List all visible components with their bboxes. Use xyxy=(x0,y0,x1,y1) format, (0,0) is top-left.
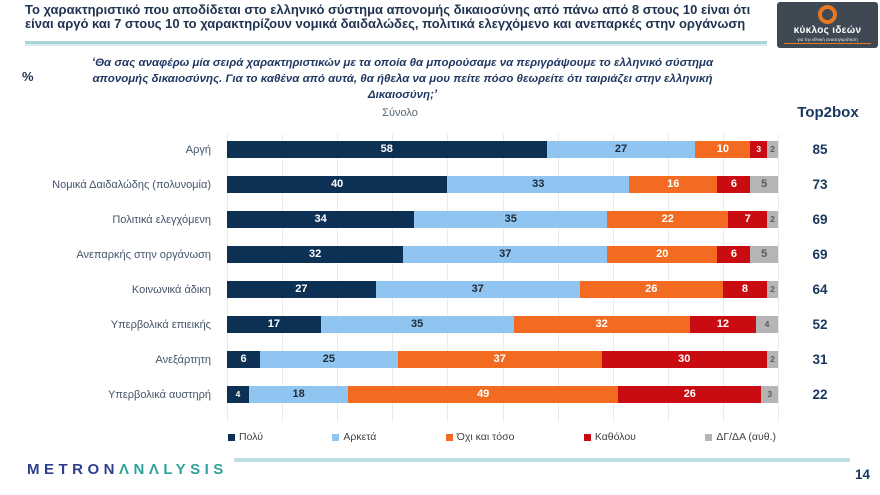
legend-item xyxy=(228,431,263,443)
category-label: Αργή xyxy=(185,143,211,156)
bar-segment-2 xyxy=(547,141,696,158)
chart-row xyxy=(0,202,880,237)
circle-ring-icon xyxy=(818,5,837,24)
top2box-value: 64 xyxy=(812,282,828,297)
category-label: Υπερβολικά επιεικής xyxy=(110,318,211,331)
segment-value: 4 xyxy=(235,389,241,399)
segment-value: 25 xyxy=(322,353,336,365)
top2box-value: 22 xyxy=(812,387,828,402)
category-label: Ανεπαρκής στην οργάνωση xyxy=(76,248,211,261)
legend-item xyxy=(584,431,636,443)
stacked-bar xyxy=(227,281,778,298)
chart-row xyxy=(0,167,880,202)
bar-segment-1 xyxy=(227,281,376,298)
segment-value: 35 xyxy=(504,213,517,225)
segment-value: 2 xyxy=(770,354,775,364)
segment-value: 5 xyxy=(761,248,768,260)
segment-value: 6 xyxy=(240,353,247,365)
segment-value: 26 xyxy=(645,283,658,295)
bar-segment-5 xyxy=(761,386,778,403)
bar-segment-3 xyxy=(629,176,717,193)
survey-question-text: ‘Θα σας αναφέρω μία σειρά χαρακτηριστικών με τα οποία θα μπορούσαμε να περιγράψουμε το ελληνικό σύστημα απονομής δικαιοσύνης. Για το καθένα από αυτά, θα ήθελα να μου πείτε πόσο θεωρείτε ότι ταιριάζει στην ελληνική Δικαιοσύνη;’ xyxy=(91,57,714,101)
bar-segment-2 xyxy=(403,246,607,263)
category-label: Κοινωνικά άδικη xyxy=(131,283,211,296)
segment-value: 37 xyxy=(499,248,512,260)
segment-value: 16 xyxy=(667,178,680,190)
kyklos-logo-tagline: για την εθνική ανασυγκρότηση xyxy=(784,37,871,44)
segment-value: 32 xyxy=(309,248,322,260)
bar-segment-2 xyxy=(414,211,607,228)
column-header-total: Σύνολο xyxy=(382,107,418,119)
category-label: Νομικά Δαιδαλώδης (πολυνομία) xyxy=(52,178,211,191)
segment-value: 35 xyxy=(410,318,424,330)
segment-value: 8 xyxy=(741,283,748,295)
top2box-value: 31 xyxy=(812,352,828,367)
metron-logo-primary: METRON xyxy=(27,461,119,478)
bar-segment-4 xyxy=(690,316,756,333)
stacked-bar xyxy=(227,351,778,368)
footer-accent-line xyxy=(234,458,850,462)
segment-value: 40 xyxy=(331,178,344,190)
top2box-header: Top2box xyxy=(797,104,859,121)
bar-segment-4 xyxy=(602,351,767,368)
bar-segment-5 xyxy=(756,316,778,333)
title-underline xyxy=(25,41,767,44)
chart-row xyxy=(0,307,880,342)
top2box-value: 85 xyxy=(812,142,828,157)
legend-label: ΔΓ/ΔΑ (αυθ.) xyxy=(716,431,776,443)
bar-segment-5 xyxy=(767,281,778,298)
bar-segment-1 xyxy=(227,386,249,403)
chart-row xyxy=(0,132,880,167)
bar-segment-1 xyxy=(227,141,547,158)
chart-legend xyxy=(228,431,776,443)
legend-swatch-icon xyxy=(584,434,591,441)
legend-item xyxy=(446,431,515,443)
legend-item xyxy=(705,431,776,443)
legend-label: Αρκετά xyxy=(343,431,377,443)
category-label: Πολιτικά ελεγχόμενη xyxy=(112,213,211,226)
bar-segment-2 xyxy=(447,176,629,193)
legend-swatch-icon xyxy=(228,434,235,441)
metron-analysis-logo xyxy=(27,461,228,478)
segment-value: 2 xyxy=(770,284,775,294)
segment-value: 58 xyxy=(380,143,393,155)
legend-swatch-icon xyxy=(332,434,339,441)
bar-segment-1 xyxy=(227,211,414,228)
chart-row xyxy=(0,377,880,412)
segment-value: 32 xyxy=(595,318,608,330)
segment-value: 7 xyxy=(744,213,751,225)
segment-value: 4 xyxy=(764,319,770,329)
bar-segment-2 xyxy=(249,386,348,403)
bar-segment-1 xyxy=(227,246,403,263)
percent-symbol: % xyxy=(22,69,34,84)
segment-value: 37 xyxy=(493,353,506,365)
bar-segment-1 xyxy=(227,176,447,193)
top2box-value: 69 xyxy=(812,212,828,227)
segment-value: 18 xyxy=(292,388,305,400)
bar-segment-3 xyxy=(607,246,717,263)
metron-logo-secondary: ΛNΛLYSIS xyxy=(119,461,228,478)
slide-title: Το χαρακτηριστικό που αποδίδεται στο ελληνικό σύστημα απονομής δικαιοσύνης από πάνω από 8 στους 10 είναι ότι είναι αργό και 7 στους 10 το χαρακτηρίζουν νομικά δαιδαλώδες, πολιτικά ελεγχόμενο και ανεπαρκές στην οργάνωση xyxy=(25,2,751,31)
bar-segment-4 xyxy=(618,386,761,403)
bar-segment-5 xyxy=(767,141,778,158)
segment-value: 27 xyxy=(295,283,308,295)
segment-value: 12 xyxy=(716,318,729,330)
segment-value: 27 xyxy=(614,143,628,155)
chart-row xyxy=(0,237,880,272)
bar-segment-2 xyxy=(321,316,514,333)
stacked-bar xyxy=(227,141,778,158)
segment-value: 17 xyxy=(267,318,280,330)
bar-segment-3 xyxy=(398,351,602,368)
page-number: 14 xyxy=(854,467,870,482)
bar-segment-3 xyxy=(607,211,728,228)
bar-segment-5 xyxy=(767,351,778,368)
legend-label: Όχι και τόσο xyxy=(456,431,515,443)
segment-value: 37 xyxy=(471,283,484,295)
segment-value: 49 xyxy=(477,388,490,400)
bar-segment-2 xyxy=(376,281,580,298)
segment-value: 6 xyxy=(730,178,737,190)
chart-row xyxy=(0,272,880,307)
bar-segment-1 xyxy=(227,351,260,368)
bar-segment-5 xyxy=(767,211,778,228)
top2box-value: 73 xyxy=(812,177,828,192)
bar-segment-3 xyxy=(348,386,618,403)
bar-segment-4 xyxy=(728,211,767,228)
bar-segment-5 xyxy=(750,176,778,193)
stacked-bar-chart xyxy=(0,132,880,424)
bar-segment-3 xyxy=(514,316,690,333)
chart-row xyxy=(0,342,880,377)
legend-label: Καθόλου xyxy=(594,431,636,443)
kyklos-logo-text: κύκλος ιδεών xyxy=(793,25,862,36)
segment-value: 5 xyxy=(761,178,768,190)
top2box-value: 52 xyxy=(812,317,828,332)
bar-segment-5 xyxy=(750,246,778,263)
segment-value: 2 xyxy=(770,144,775,154)
legend-swatch-icon xyxy=(705,434,712,441)
stacked-bar xyxy=(227,246,778,263)
kyklos-ideon-logo xyxy=(777,2,878,48)
bar-segment-4 xyxy=(750,141,767,158)
segment-value: 22 xyxy=(661,213,674,225)
bar-segment-1 xyxy=(227,316,321,333)
bar-segment-3 xyxy=(580,281,723,298)
category-label: Ανεξάρτητη xyxy=(155,353,211,366)
segment-value: 34 xyxy=(314,213,327,225)
legend-item xyxy=(332,431,376,443)
segment-value: 3 xyxy=(756,144,762,154)
segment-value: 26 xyxy=(683,388,696,400)
stacked-bar xyxy=(227,176,778,193)
top2box-value: 69 xyxy=(812,247,828,262)
legend-label: Πολύ xyxy=(239,431,263,443)
stacked-bar xyxy=(227,386,778,403)
segment-value: 3 xyxy=(767,389,773,399)
segment-value: 10 xyxy=(716,143,730,155)
bar-segment-4 xyxy=(723,281,767,298)
segment-value: 20 xyxy=(656,248,669,260)
segment-value: 30 xyxy=(678,353,691,365)
bar-segment-3 xyxy=(695,141,750,158)
legend-swatch-icon xyxy=(446,434,453,441)
category-label: Υπερβολικά αυστηρή xyxy=(107,388,211,401)
bar-segment-4 xyxy=(717,246,750,263)
segment-value: 33 xyxy=(532,178,545,190)
segment-value: 6 xyxy=(730,248,737,260)
stacked-bar xyxy=(227,316,778,333)
bar-segment-4 xyxy=(717,176,750,193)
stacked-bar xyxy=(227,211,778,228)
bar-segment-2 xyxy=(260,351,398,368)
segment-value: 2 xyxy=(770,214,775,224)
